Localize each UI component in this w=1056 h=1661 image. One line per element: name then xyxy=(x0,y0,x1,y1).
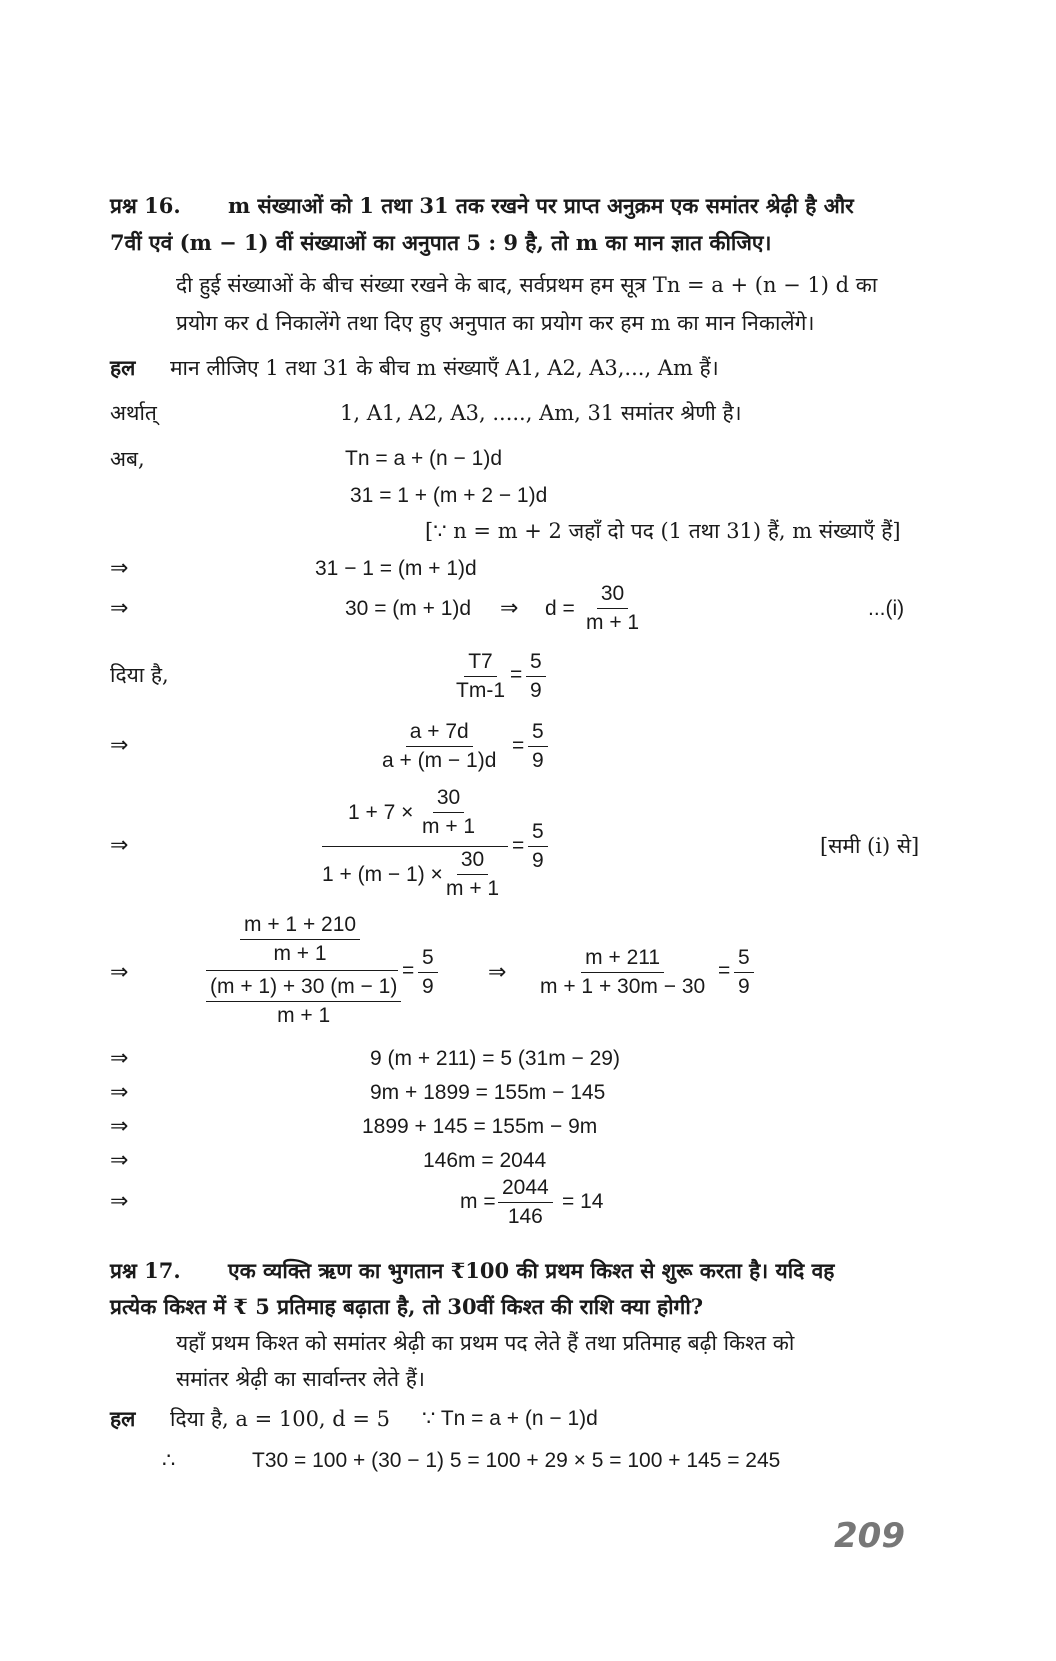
solution-intro: मान लीजिए 1 तथा 31 के बीच m संख्याएँ A1, A2, A3,..., Am हैं। xyxy=(170,356,719,380)
fraction-numerator: T7 xyxy=(464,648,497,677)
fraction-final xyxy=(498,1174,553,1231)
note-n-equals: [∵ n = m + 2 जहाँ दो पद (1 तथा 31) हैं, m संख्याएँ हैं] xyxy=(425,519,901,543)
implies-arrow: ⇒ xyxy=(110,1189,129,1214)
fraction-5-9 xyxy=(526,648,546,705)
d-equals: d = xyxy=(545,597,575,620)
fraction-5-9 xyxy=(418,944,438,1001)
question-17-line-2: प्रत्येक किश्त में ₹ 5 प्रतिमाह बढ़ाता है, तो 30वीं किश्त की राशि क्या होगी? xyxy=(110,1294,704,1319)
eq7-denominator-fraction xyxy=(442,846,503,903)
fraction-denominator: 9 xyxy=(532,849,544,872)
series-statement: 1, A1, A2, A3, ....., Am, 31 समांतर श्रेणी है। xyxy=(340,401,742,425)
equals-sign: = xyxy=(718,959,731,982)
fraction-numerator: 5 xyxy=(418,944,438,973)
equation-146m: 146m = 2044 xyxy=(423,1149,547,1172)
fraction-numerator: 5 xyxy=(528,818,548,847)
fraction-numerator: a + 7d xyxy=(406,718,473,747)
implies-arrow: ⇒ xyxy=(110,1046,129,1071)
fraction-numerator: 5 xyxy=(526,648,546,677)
fraction-denominator: m + 1 + 30m − 30 xyxy=(540,975,706,998)
question-16-label: प्रश्न 16. xyxy=(110,193,181,218)
implies-arrow: ⇒ xyxy=(110,833,129,858)
equation-tag-i: ...(i) xyxy=(868,597,905,620)
fraction-ratio-T xyxy=(452,648,509,705)
fraction-numerator: 30 xyxy=(457,846,488,875)
equation-rearrange: 1899 + 145 = 155m − 9m xyxy=(362,1115,598,1138)
fraction-numerator: (m + 1) + 30 (m − 1) xyxy=(206,973,401,1002)
question-17-line-1: एक व्यक्ति ऋण का भुगतान ₹100 की प्रथम किश्त से शुरू करता है। यदि वह xyxy=(228,1258,835,1283)
question-16-line-1: m संख्याओं को 1 तथा 31 तक रखने पर प्राप्त अनुक्रम एक समांतर श्रेढ़ी है और xyxy=(228,193,854,218)
equals-sign: = xyxy=(512,834,525,857)
fraction-denominator: m + 1 xyxy=(586,611,640,634)
therefore-symbol: ∴ xyxy=(162,1449,176,1472)
implies-arrow: ⇒ xyxy=(110,1080,129,1105)
fraction-5-9 xyxy=(528,818,548,875)
equals-sign: = xyxy=(510,663,523,686)
fraction-a7d xyxy=(378,718,500,775)
equals-sign: = xyxy=(402,959,415,982)
fraction-numerator: 5 xyxy=(734,944,754,973)
eq7-reference: [समी (i) से] xyxy=(820,834,920,858)
fraction-denominator: m + 1 xyxy=(273,942,327,965)
question-17-hint-1: यहाँ प्रथम किश्त को समांतर श्रेढ़ी का प्रथम पद लेते हैं तथा प्रतिमाह बढ़ी किश्त को xyxy=(176,1331,795,1355)
fraction-numerator: m + 1 + 210 xyxy=(240,911,360,940)
implies-arrow: ⇒ xyxy=(110,1114,129,1139)
question-17-hint-2: समांतर श्रेढ़ी का सार्वान्तर लेते हैं। xyxy=(176,1367,425,1391)
implies-arrow: ⇒ xyxy=(110,596,129,621)
fraction-5-9 xyxy=(528,718,548,775)
solution-17-since: ∵ Tn = a + (n − 1)d xyxy=(422,1407,598,1430)
page-number: 209 xyxy=(834,1516,905,1556)
arthat-label: अर्थात् xyxy=(110,401,157,425)
fraction-denominator: 9 xyxy=(422,975,434,998)
fraction-denominator: 146 xyxy=(507,1205,543,1228)
m-equals: m = xyxy=(460,1190,496,1213)
equation-31-minus-1: 31 − 1 = (m + 1)d xyxy=(315,557,477,580)
solution-label: हल xyxy=(110,355,136,380)
solution-label: हल xyxy=(110,1406,136,1431)
eq8-top-fraction xyxy=(240,911,360,968)
fraction-denominator: m + 1 xyxy=(446,877,500,900)
implies-arrow: ⇒ xyxy=(110,556,129,581)
fraction-denominator: m + 1 xyxy=(422,815,476,838)
fraction-numerator: 2044 xyxy=(498,1174,553,1203)
implies-arrow: ⇒ xyxy=(488,960,507,985)
eq7-numerator-fraction xyxy=(418,784,479,841)
fraction-bar xyxy=(206,970,398,971)
equals-sign: = xyxy=(512,734,525,757)
fraction-denominator: 9 xyxy=(530,679,542,702)
question-16-line-2: 7वीं एवं (m − 1) वीं संख्याओं का अनुपात 5 : 9 है, तो m का मान ज्ञात कीजिए। xyxy=(110,230,772,255)
equation-30: 30 = (m + 1)d xyxy=(345,597,472,620)
fraction-denominator: Tm-1 xyxy=(456,679,505,702)
eq9-fraction xyxy=(536,944,709,1001)
implies-arrow: ⇒ xyxy=(500,596,519,621)
equation-cross-multiply: 9 (m + 211) = 5 (31m − 29) xyxy=(370,1047,620,1070)
fraction-5-9 xyxy=(734,944,754,1001)
equation-expand: 9m + 1899 = 155m − 145 xyxy=(370,1081,606,1104)
equation-31: 31 = 1 + (m + 2 − 1)d xyxy=(350,484,548,507)
eq7-numerator-text: 1 + 7 × xyxy=(348,801,414,824)
fraction-numerator: 5 xyxy=(528,718,548,747)
diya-label: दिया है, xyxy=(110,663,169,687)
question-16-hint-2: प्रयोग कर d निकालेंगे तथा दिए हुए अनुपात का प्रयोग कर हम m का मान निकालेंगे। xyxy=(176,311,815,335)
final-result: = 14 xyxy=(562,1190,604,1213)
fraction-denominator: 9 xyxy=(738,975,750,998)
ab-label: अब, xyxy=(110,447,145,471)
fraction-denominator: 9 xyxy=(532,749,544,772)
question-17-label: प्रश्न 17. xyxy=(110,1258,181,1283)
fraction-d xyxy=(582,580,643,637)
eq8-bottom-fraction xyxy=(206,973,401,1030)
implies-arrow: ⇒ xyxy=(110,733,129,758)
implies-arrow: ⇒ xyxy=(110,1148,129,1173)
equation-nth-term: Tn = a + (n − 1)d xyxy=(345,447,503,470)
fraction-denominator: m + 1 xyxy=(277,1004,331,1027)
fraction-denominator: a + (m − 1)d xyxy=(382,749,497,772)
question-16-hint-1: दी हुई संख्याओं के बीच संख्या रखने के बाद, सर्वप्रथम हम सूत्र Tn = a + (n − 1) d का xyxy=(176,273,878,297)
eq7-denominator-text: 1 + (m − 1) × xyxy=(322,863,443,886)
fraction-numerator: 30 xyxy=(433,784,464,813)
solution-17-given: दिया है, a = 100, d = 5 xyxy=(170,1407,391,1431)
fraction-numerator: 30 xyxy=(597,580,628,609)
implies-arrow: ⇒ xyxy=(110,960,129,985)
fraction-numerator: m + 211 xyxy=(581,944,664,973)
solution-17-result: T30 = 100 + (30 − 1) 5 = 100 + 29 × 5 = 100 + 145 = 245 xyxy=(252,1449,781,1472)
